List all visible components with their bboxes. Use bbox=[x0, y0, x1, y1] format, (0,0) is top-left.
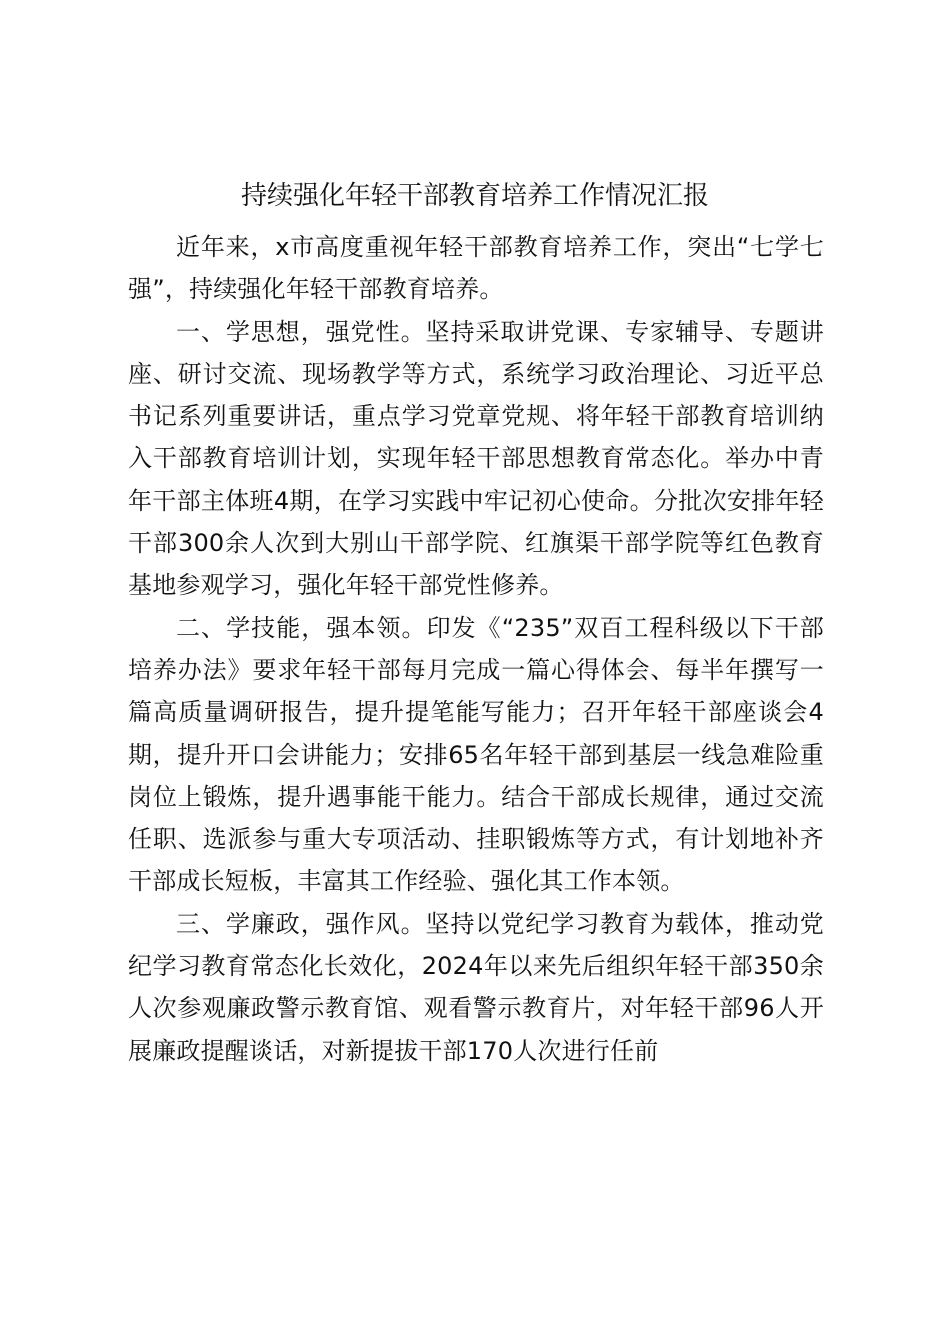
paragraph-section-3: 三、学廉政，强作风。坚持以党纪学习教育为载体，推动党纪学习教育常态化长效化，2024年以来先后组织年轻干部350余人次参观廉政警示教育馆、观看警示教育片，对年轻干部96人开展廉政提醒谈话，对新提拔干部170人次进行任前 bbox=[128, 909, 824, 1065]
document-body bbox=[128, 226, 824, 1072]
paragraph-intro: 近年来，x市高度重视年轻干部教育培养工作，突出“七学七强”，持续强化年轻干部教育培养。 bbox=[128, 233, 824, 304]
paragraph-section-1: 一、学思想，强党性。坚持采取讲党课、专家辅导、专题讲座、研讨交流、现场教学等方式，系统学习政治理论、习近平总书记系列重要讲话，重点学习党章党规、将年轻干部教育培训纳入干部教育培训计划，实现年轻干部思想教育常态化。举办中青年干部主体班4期，在学习实践中牢记初心使命。分批次安排年轻干部300余人次到大别山干部学院、红旗渠干部学院等红色教育基地参观学习，强化年轻干部党性修养。 bbox=[128, 317, 824, 600]
document-title: 持续强化年轻干部教育培养工作情况汇报 bbox=[240, 181, 709, 211]
paragraph-section-2: 二、学技能，强本领。印发《“235”双百工程科级以下干部培养办法》要求年轻干部每月完成一篇心得体会、每半年撰写一篇高质量调研报告，提升提笔能写能力；召开年轻干部座谈会4期，提升开口会讲能力；安排65名年轻干部到基层一线急难险重岗位上锻炼，提升遇事能干能力。结合干部成长规律，通过交流任职、选派参与重大专项活动、挂职锻炼等方式，有计划地补齐干部成长短板，丰富其工作经验、强化其工作本领。 bbox=[128, 613, 824, 896]
